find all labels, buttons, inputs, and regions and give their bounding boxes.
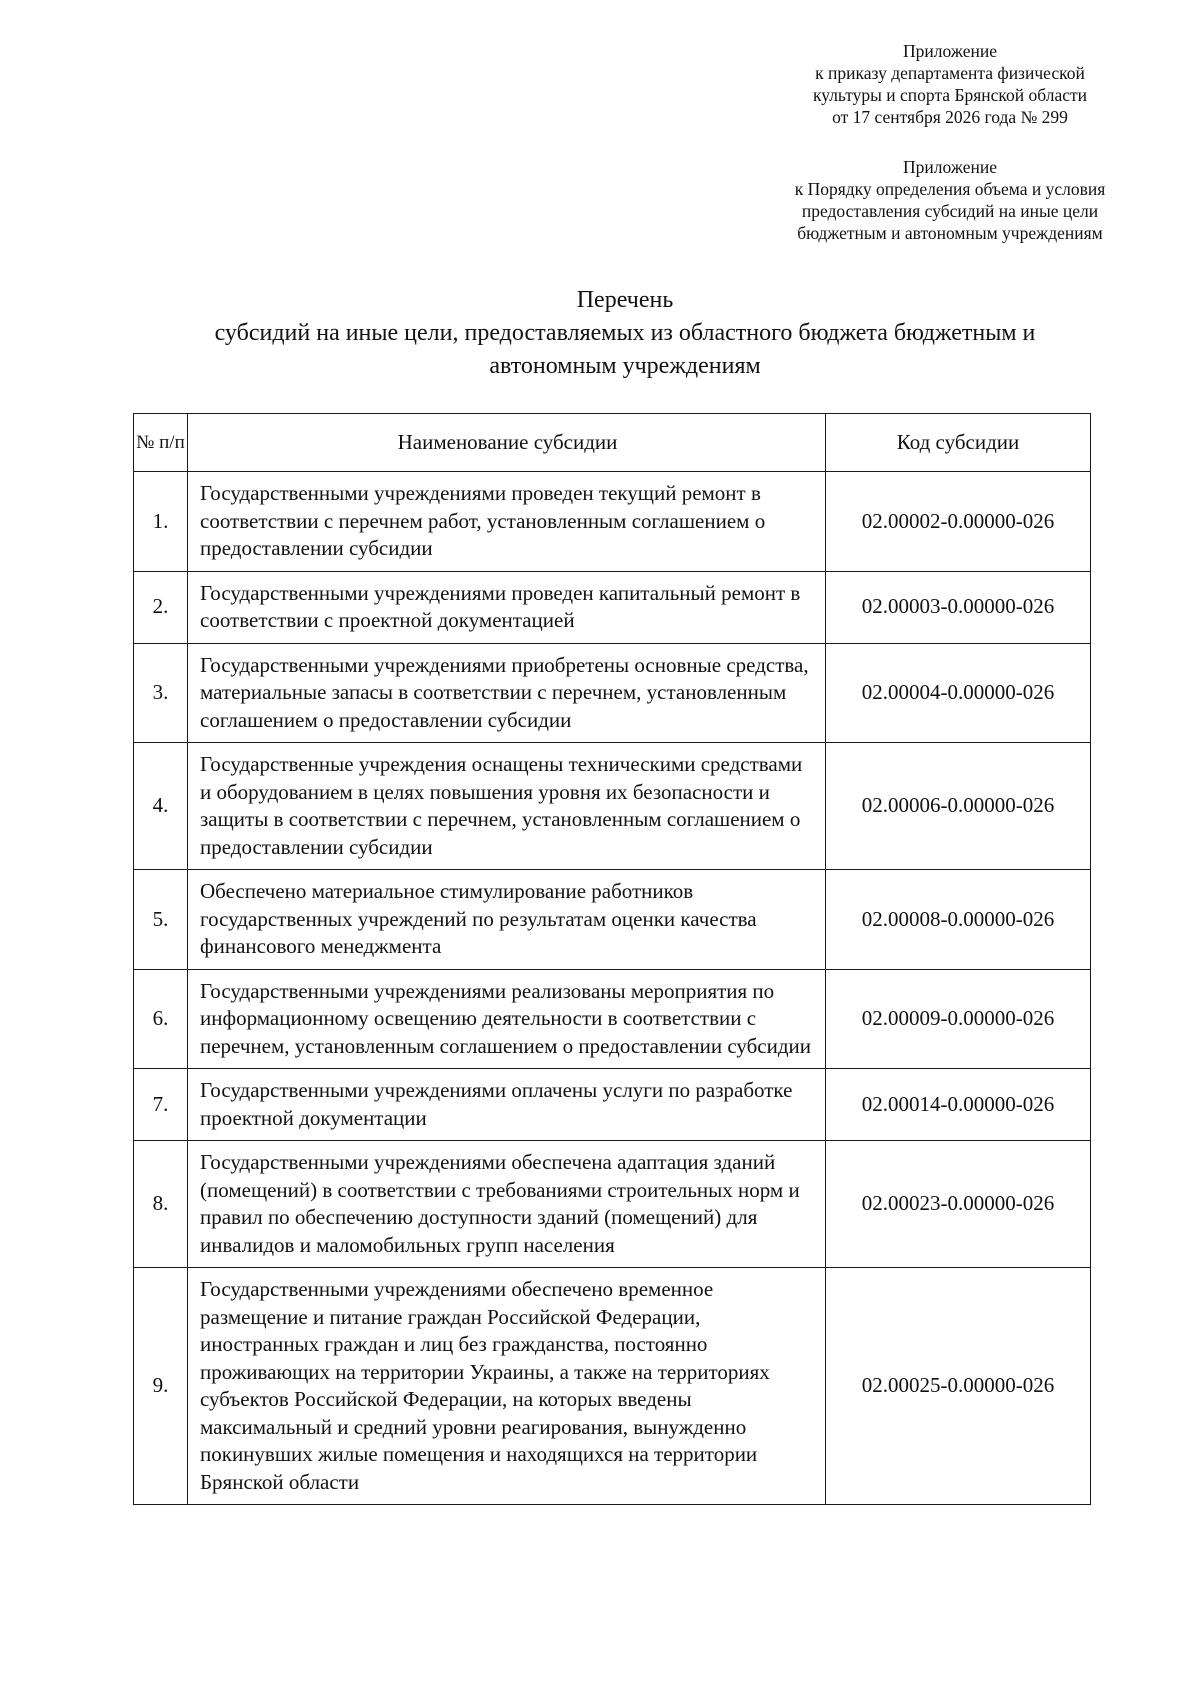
- subsidy-name: Государственными учреждениями проведен текущий ремонт в соответствии с перечнем работ, установленным соглашением о предоставлении субсидии: [188, 472, 826, 572]
- subsidy-name: Государственными учреждениями приобретены основные средства, материальные запасы в соответствии с перечнем, установленным соглашением о предоставлении субсидии: [188, 643, 826, 743]
- row-number: 1.: [134, 472, 188, 572]
- appendix-order-line: Приложение: [903, 41, 997, 61]
- row-number: 5.: [134, 870, 188, 970]
- subsidy-name: Государственными учреждениями обеспечена адаптация зданий (помещений) в соответствии с требованиями строительных норм и правил по обеспечению доступности зданий (помещений) для инвалидов и маломобильных групп населения: [188, 1141, 826, 1268]
- table-row: [134, 571, 1091, 643]
- subsidy-code: 02.00006-0.00000-026: [826, 743, 1091, 870]
- row-number: 6.: [134, 969, 188, 1069]
- column-header-name: Наименование субсидии: [188, 414, 826, 472]
- subsidy-name: Государственные учреждения оснащены техническими средствами и оборудованием в целях повышения уровня их безопасности и защиты в соответствии с перечнем, установленным соглашением о предоставлении субсидии: [188, 743, 826, 870]
- subsidy-code: 02.00008-0.00000-026: [826, 870, 1091, 970]
- subsidy-name: Государственными учреждениями оплачены услуги по разработке проектной документации: [188, 1069, 826, 1141]
- appendix-procedure-line: к Порядку определения объема и условия: [794, 179, 1106, 199]
- table-row: [134, 472, 1091, 572]
- subsidy-code: 02.00023-0.00000-026: [826, 1141, 1091, 1268]
- subsidy-code: 02.00004-0.00000-026: [826, 643, 1091, 743]
- subsidy-name: Государственными учреждениями реализованы мероприятия по информационному освещению деятельности в соответствии с перечнем, установленным соглашением о предоставлении субсидии: [188, 969, 826, 1069]
- row-number: 9.: [134, 1268, 188, 1505]
- table-row: [134, 969, 1091, 1069]
- column-header-number: № п/п: [134, 414, 188, 472]
- title-line-1: Перечень: [576, 287, 674, 313]
- document-title: [100, 284, 1150, 383]
- table-header-row: [134, 414, 1091, 472]
- table-row: [134, 1069, 1091, 1141]
- subsidy-code: 02.00003-0.00000-026: [826, 571, 1091, 643]
- row-number: 7.: [134, 1069, 188, 1141]
- column-header-code: Код субсидии: [826, 414, 1091, 472]
- row-number: 8.: [134, 1141, 188, 1268]
- appendix-order-stamp: [755, 40, 1145, 128]
- subsidies-table: [133, 413, 1091, 1505]
- row-number: 4.: [134, 743, 188, 870]
- row-number: 2.: [134, 571, 188, 643]
- table-row: [134, 1141, 1091, 1268]
- subsidy-code: 02.00002-0.00000-026: [826, 472, 1091, 572]
- appendix-procedure-line: предоставления субсидий на иные цели: [801, 201, 1099, 221]
- subsidy-name: Государственными учреждениями обеспечено временное размещение и питание граждан Российской Федерации, иностранных граждан и лиц без гражданства, постоянно проживающих на территории Украины, а также на территориях субъектов Российской Федерации, на которых введены максимальный и средний уровни реагирования, вынужденно покинувших жилые помещения и находящихся на территории Брянской области: [188, 1268, 826, 1505]
- appendix-order-line: культуры и спорта Брянской области: [812, 85, 1088, 105]
- subsidy-code: 02.00014-0.00000-026: [826, 1069, 1091, 1141]
- subsidy-code: 02.00025-0.00000-026: [826, 1268, 1091, 1505]
- subsidy-name: Государственными учреждениями проведен капитальный ремонт в соответствии с проектной документацией: [188, 571, 826, 643]
- appendix-order-line: к приказу департамента физической: [815, 63, 1085, 83]
- row-number: 3.: [134, 643, 188, 743]
- appendix-order-line: от 17 сентября 2026 года № 299: [832, 107, 1068, 127]
- table-row: [134, 643, 1091, 743]
- appendix-procedure-stamp: [745, 156, 1155, 244]
- appendix-procedure-line: Приложение: [903, 157, 997, 177]
- title-line-2: субсидий на иные цели, предоставляемых из областного бюджета бюджетным и: [214, 320, 1036, 346]
- subsidy-name: Обеспечено материальное стимулирование работников государственных учреждений по результатам оценки качества финансового менеджмента: [188, 870, 826, 970]
- table-row: [134, 743, 1091, 870]
- appendix-procedure-line: бюджетным и автономным учреждениям: [797, 223, 1103, 243]
- subsidy-code: 02.00009-0.00000-026: [826, 969, 1091, 1069]
- table-row: [134, 870, 1091, 970]
- table-row: [134, 1268, 1091, 1505]
- title-line-3: автономным учреждениям: [489, 353, 761, 379]
